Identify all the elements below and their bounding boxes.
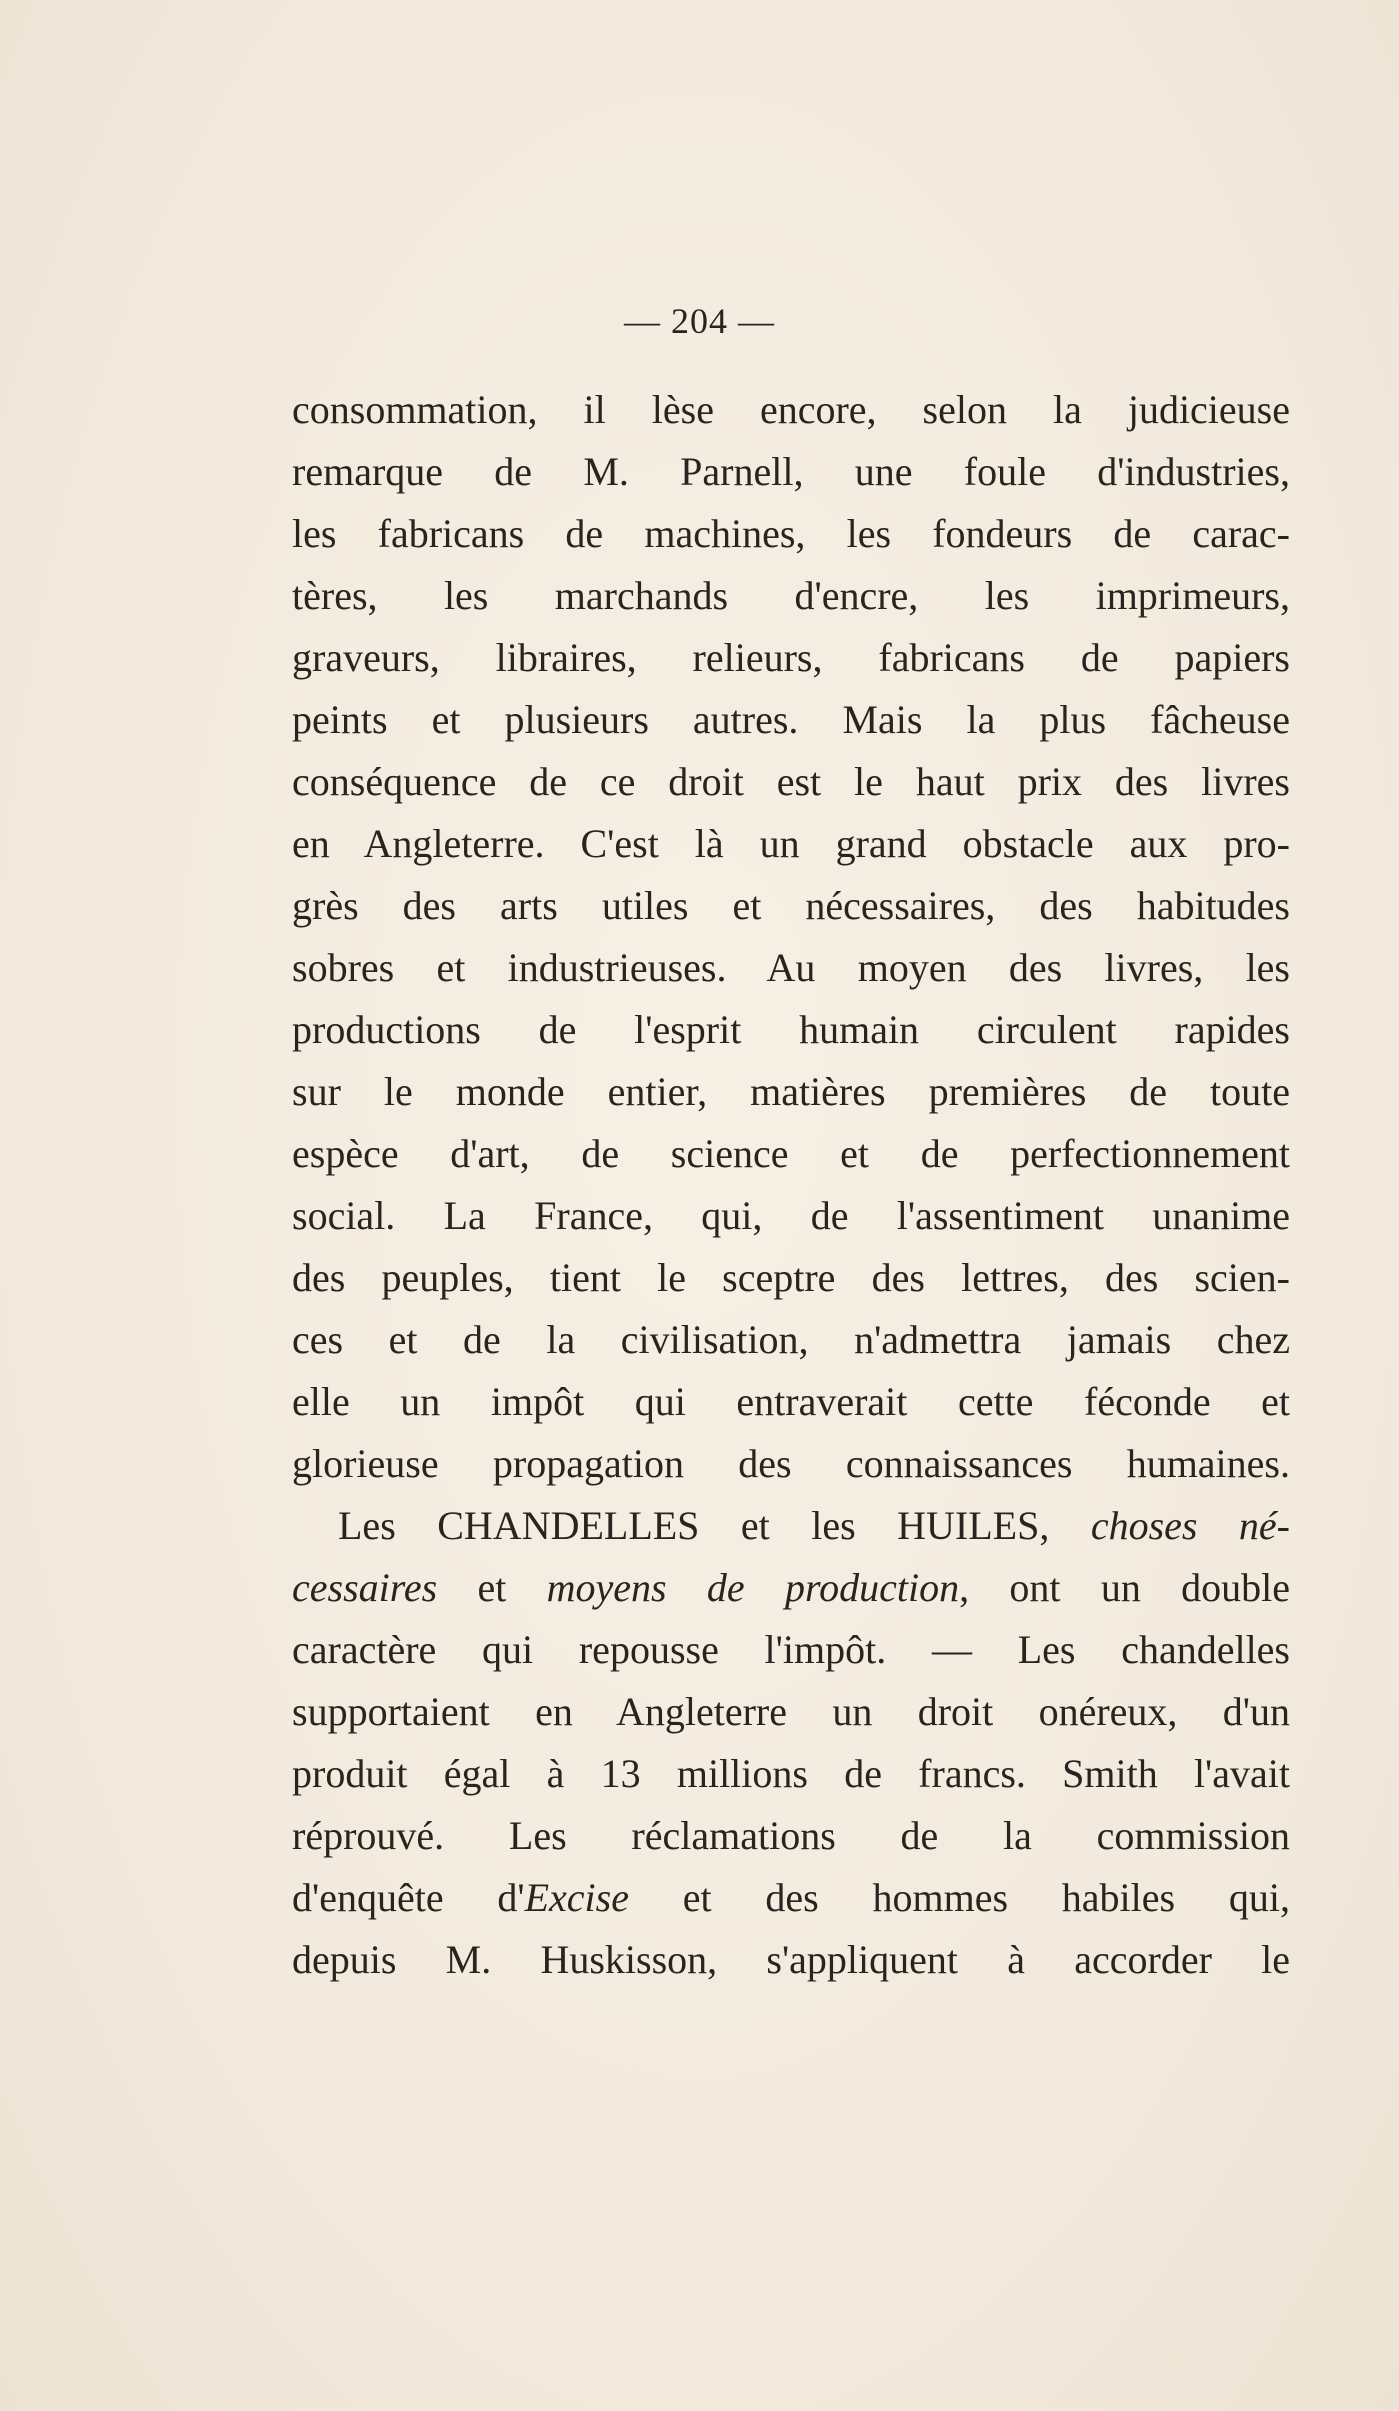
text-segment: en Angleterre. C'est là un grand obstacle aux pro- (292, 821, 1290, 866)
italic-text: choses né- (1090, 1503, 1290, 1548)
text-line (292, 813, 1290, 875)
text-segment: et des hommes habiles qui, (628, 1875, 1290, 1920)
text-line (292, 937, 1290, 999)
body-text (292, 379, 1290, 1991)
text-line (292, 1867, 1290, 1929)
text-line (292, 1433, 1290, 1495)
text-segment: réprouvé. Les réclamations de la commission (292, 1813, 1290, 1858)
text-segment: produit égal à 13 millions de francs. Smith l'avait (292, 1751, 1290, 1796)
text-line (292, 379, 1290, 441)
text-segment: , ont un double (959, 1565, 1291, 1610)
page-number: — 204 — (624, 301, 775, 341)
text-segment: des peuples, tient le sceptre des lettres, des scien- (292, 1255, 1290, 1300)
text-line (292, 1805, 1290, 1867)
text-line (292, 689, 1290, 751)
text-line (292, 565, 1290, 627)
text-segment: et (437, 1565, 547, 1610)
text-segment: consommation, il lèse encore, selon la judicieuse (292, 387, 1290, 432)
text-segment: ces et de la civilisation, n'admettra jamais chez (292, 1317, 1290, 1362)
text-segment: elle un impôt qui entraverait cette féconde et (292, 1379, 1290, 1424)
text-line (292, 1557, 1290, 1619)
text-line (292, 1123, 1290, 1185)
text-segment: tères, les marchands d'encre, les imprimeurs, (292, 573, 1290, 618)
text-segment: espèce d'art, de science et de perfectionnement (292, 1131, 1290, 1176)
text-line (292, 1185, 1290, 1247)
text-line (292, 627, 1290, 689)
text-line (292, 441, 1290, 503)
text-segment: conséquence de ce droit est le haut prix des livres (292, 759, 1290, 804)
text-segment: les fabricans de machines, les fondeurs de carac- (292, 511, 1290, 556)
text-segment: sur le monde entier, matières premières de toute (292, 1069, 1290, 1114)
italic-text: cessaires (292, 1565, 438, 1610)
text-line (292, 1619, 1290, 1681)
text-segment: depuis M. Huskisson, s'appliquent à accorder le (292, 1937, 1290, 1982)
text-segment: Les CHANDELLES et les HUILES, (338, 1503, 1091, 1548)
text-line (292, 1371, 1290, 1433)
text-line (292, 503, 1290, 565)
text-line (292, 1309, 1290, 1371)
text-line (292, 999, 1290, 1061)
italic-text: Excise (524, 1875, 629, 1920)
text-line (292, 1681, 1290, 1743)
text-segment: sobres et industrieuses. Au moyen des livres, les (292, 945, 1290, 990)
text-line (292, 751, 1290, 813)
text-line (292, 1247, 1290, 1309)
text-segment: productions de l'esprit humain circulent rapides (292, 1007, 1290, 1052)
text-segment: grès des arts utiles et nécessaires, des habitudes (292, 883, 1290, 928)
italic-text: moyens de production (546, 1565, 960, 1610)
text-segment: d'enquête d' (292, 1875, 525, 1920)
text-segment: supportaient en Angleterre un droit onéreux, d'un (292, 1689, 1290, 1734)
text-segment: graveurs, libraires, relieurs, fabricans de papiers (292, 635, 1290, 680)
text-segment: remarque de M. Parnell, une foule d'industries, (292, 449, 1290, 494)
text-line (292, 1743, 1290, 1805)
text-line (292, 1929, 1290, 1991)
text-segment: glorieuse propagation des connaissances humaines. (292, 1441, 1290, 1486)
text-segment: caractère qui repousse l'impôt. — Les chandelles (292, 1627, 1290, 1672)
text-line (292, 1061, 1290, 1123)
text-segment: peints et plusieurs autres. Mais la plus fâcheuse (292, 697, 1290, 742)
text-segment: social. La France, qui, de l'assentiment unanime (292, 1193, 1290, 1238)
text-line (292, 875, 1290, 937)
text-line (292, 1495, 1290, 1557)
